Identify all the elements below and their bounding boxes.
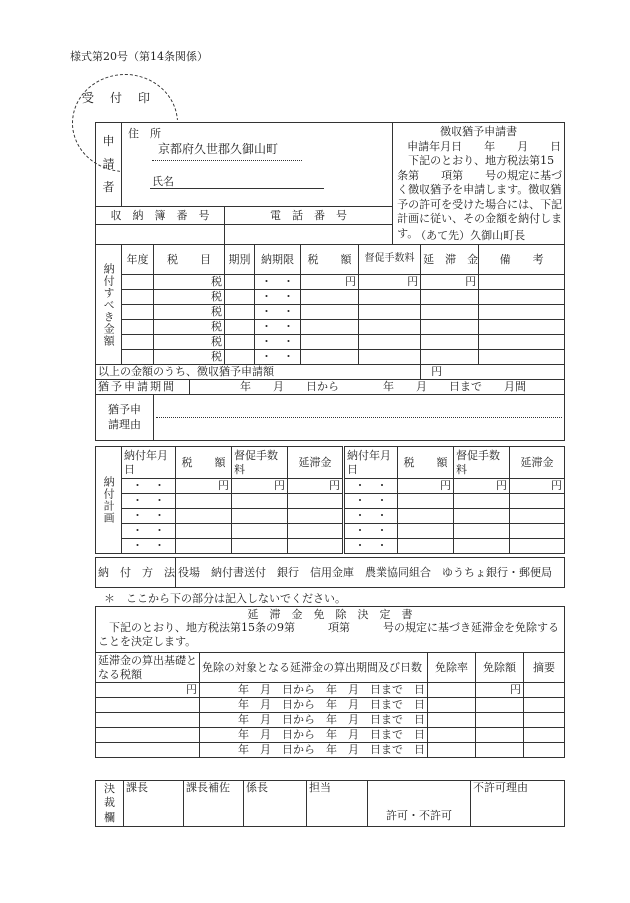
account-number-value[interactable]	[96, 225, 225, 245]
exemption-header-remarks: 摘要	[524, 653, 565, 683]
plan-header-fee-2: 督促手数料	[454, 447, 510, 479]
exemption-body: 下記のとおり、地方税法第15条の9第 項第 号の規定に基づき延滞金を免除することを決定します。	[98, 621, 559, 649]
applicant-label: 申 請 者	[96, 123, 122, 207]
address-value: 京都府久世郡久御山町	[158, 142, 279, 156]
reason-field[interactable]	[154, 395, 565, 441]
reason-label: 猶予申請理由	[96, 395, 154, 441]
in-charge-box: 担当	[307, 781, 368, 827]
payable-row: 税 ・ ・	[96, 320, 565, 335]
exemption-row: 年 月 日から 年 月 日まで 日	[96, 743, 565, 758]
header-tax-item: 税 目	[154, 245, 225, 275]
request-title: 徴収猶予申請書	[440, 125, 518, 138]
notice-text: ＊ ここから下の部分は記入しないでください。	[104, 592, 346, 605]
plan-header-date: 納付年月日	[122, 447, 176, 479]
plan-row: ・ ・ ・ ・	[96, 494, 565, 509]
name-label: 氏名	[152, 175, 174, 188]
decision-label: 決裁欄	[96, 781, 124, 827]
exemption-table	[95, 606, 565, 758]
deferral-amount-label: 以上の金額のうち、徴収猶予申請額	[96, 365, 421, 380]
plan-section-label: 納付計画	[96, 447, 122, 554]
payable-row: 税 ・ ・	[96, 350, 565, 365]
plan-header-fee: 督促手数料	[232, 447, 288, 479]
address-line	[152, 160, 302, 161]
exemption-row: 年 月 日から 年 月 日まで 日	[96, 728, 565, 743]
name-line	[150, 188, 324, 189]
header-period: 期別	[225, 245, 255, 275]
payable-row: 税 ・ ・ 円 円 円	[96, 275, 565, 290]
exemption-header-base: 延滞金の算出基礎となる税額	[96, 653, 200, 683]
header-year: 年度	[122, 245, 154, 275]
plan-row: ・ ・ 円 円 円 ・ ・ 円 円 円	[96, 479, 565, 494]
form-number: 様式第20号（第14条関係）	[70, 50, 208, 63]
plan-header-late: 延滞金	[288, 447, 344, 479]
payment-method-value: 役場 納付書送付 銀行 信用金庫 農業協同組合 ゆうちょ銀行・郵便局	[176, 558, 565, 588]
address-cell	[122, 123, 393, 207]
plan-header-date-2: 納付年月日	[344, 447, 398, 479]
payable-section-label: 納付すべき金額	[96, 245, 122, 365]
assistant-box: 課長補佐	[184, 781, 244, 827]
payment-method-label: 納 付 方 法	[96, 558, 176, 588]
header-fee: 督促手数料	[359, 245, 421, 275]
exemption-row: 年 月 日から 年 月 日まで 日	[96, 713, 565, 728]
header-late-fee: 延 滞 金	[421, 245, 479, 275]
permit-box: 許可・不許可	[368, 781, 471, 827]
header-due-date: 納期限	[255, 245, 301, 275]
address-label: 住 所	[128, 127, 161, 140]
deferral-amount-yen: 円	[421, 365, 565, 380]
plan-header-late-2: 延滞金	[510, 447, 565, 479]
exemption-title: 延 滞 金 免 除 決 定 書	[247, 608, 413, 621]
decision-table	[95, 780, 565, 827]
chief-box: 課長	[124, 781, 184, 827]
payable-row: 税 ・ ・	[96, 335, 565, 350]
plan-row: ・ ・ ・ ・	[96, 524, 565, 539]
header-tax-amount: 税 額	[301, 245, 359, 275]
account-number-label: 収 納 簿 番 号	[96, 207, 225, 225]
request-body: 下記のとおり、地方税法第15条第 項第 号の規定に基づく徴収猶予を申請します。徴収猶予の許可を受けた場合には、下記計画に従い、その金額を納付します。	[397, 154, 563, 240]
exemption-row: 年 月 日から 年 月 日まで 日	[96, 698, 565, 713]
plan-header-tax-2: 税 額	[398, 447, 454, 479]
period-value: 年 月 日から 年 月 日まで 月間	[190, 380, 565, 395]
exemption-row: 円 年 月 日から 年 月 日まで 日 円	[96, 683, 565, 698]
plan-row: ・ ・ ・ ・	[96, 539, 565, 554]
rejection-reason-box: 不許可理由	[471, 781, 565, 827]
plan-row: ・ ・ ・ ・	[96, 509, 565, 524]
header-remarks: 備 考	[479, 245, 565, 275]
stamp-label: 受 付 印	[82, 91, 153, 105]
exemption-header-cell	[96, 607, 565, 653]
plan-header-tax: 税 額	[176, 447, 232, 479]
exemption-header-amount: 免除額	[476, 653, 524, 683]
phone-value[interactable]	[225, 225, 393, 245]
section-chief-box: 係長	[244, 781, 307, 827]
period-label: 猶予申請期間	[96, 380, 190, 395]
exemption-header-period: 免除の対象となる延滞金の算出期間及び日数	[200, 653, 428, 683]
request-date: 申請年月日 年 月 日	[407, 140, 562, 153]
payable-row: 税 ・ ・	[96, 290, 565, 305]
request-cell	[393, 123, 565, 245]
application-form	[95, 122, 565, 441]
payment-method-table	[95, 557, 565, 588]
payable-row: 税 ・ ・	[96, 305, 565, 320]
request-addressee: （あて先）久御山町長	[415, 229, 526, 242]
phone-label: 電 話 番 号	[225, 207, 393, 225]
exemption-header-rate: 免除率	[428, 653, 476, 683]
payment-plan-table	[95, 446, 565, 554]
